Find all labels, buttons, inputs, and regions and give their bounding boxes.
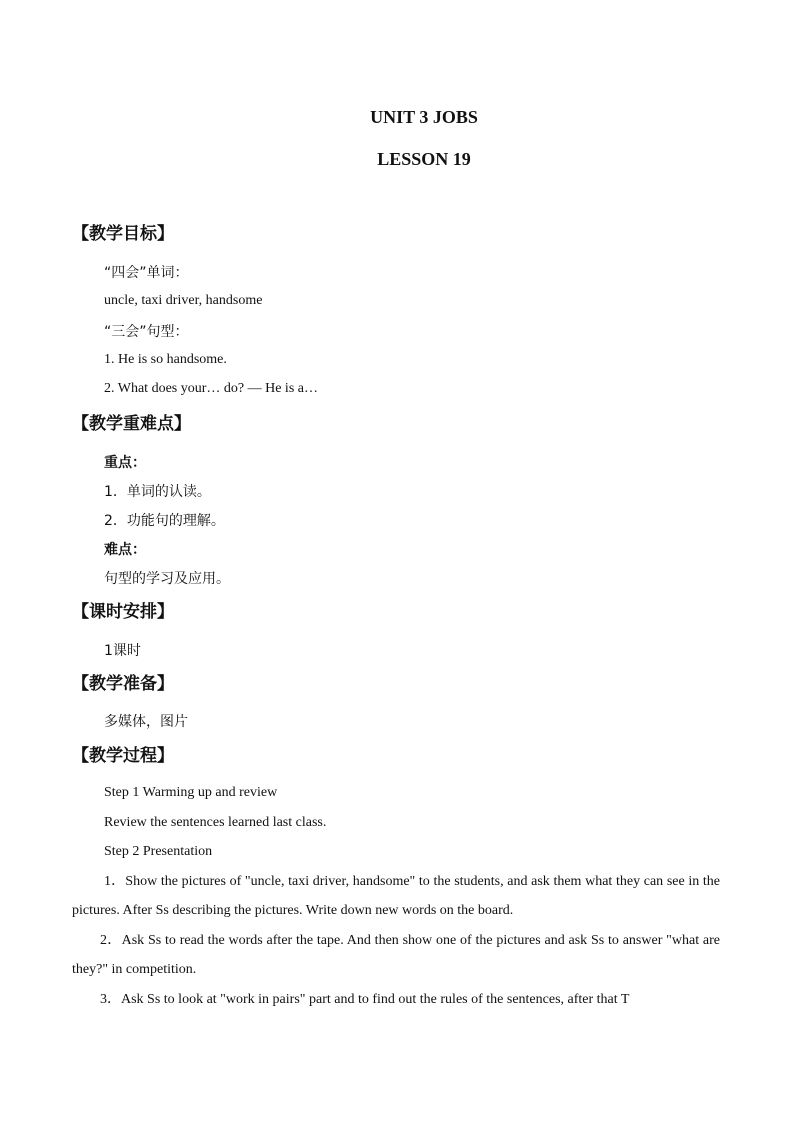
process-item-2: 2．Ask Ss to read the words after the tape. And then show one of the pictures and ask Ss to answer "what are they?" in competition. bbox=[72, 933, 720, 977]
heading-process: 【教学过程】 bbox=[72, 746, 174, 766]
key-point-1: 1．单词的认读。 bbox=[104, 484, 211, 500]
heading-key-points: 【教学重难点】 bbox=[72, 414, 191, 434]
four-skills-label: “四会”单词： bbox=[104, 265, 189, 281]
step-2-title: Step 2 Presentation bbox=[104, 844, 213, 859]
difficult-point-1: 句型的学习及应用。 bbox=[104, 571, 230, 587]
process-item-1: 1．Show the pictures of "uncle, taxi driver, handsome" to the students, and ask them what they can see in the pictures. After Ss describing the pictures. Write down new words on the board. bbox=[72, 874, 720, 918]
key-label: 重点： bbox=[104, 455, 146, 471]
three-skills-label: “三会”句型： bbox=[104, 324, 189, 340]
step-1-title: Step 1 Warming up and review bbox=[104, 785, 278, 800]
process-item-3: 3．Ask Ss to look at "work in pairs" part and to find out the rules of the sentences, after that T bbox=[100, 992, 630, 1007]
heading-preparation: 【教学准备】 bbox=[72, 674, 174, 694]
key-point-2: 2．功能句的理解。 bbox=[104, 513, 225, 529]
sentence-pattern-2: 2. What does your… do? — He is a… bbox=[104, 381, 318, 396]
step-1-text: Review the sentences learned last class. bbox=[104, 815, 327, 830]
lesson-title: LESSON 19 bbox=[377, 149, 471, 169]
vocabulary-words: uncle, taxi driver, handsome bbox=[104, 293, 263, 308]
schedule-value: 1课时 bbox=[104, 643, 141, 659]
unit-title: UNIT 3 JOBS bbox=[370, 107, 478, 127]
heading-schedule: 【课时安排】 bbox=[72, 602, 174, 622]
difficult-label: 难点： bbox=[104, 542, 146, 558]
heading-objectives: 【教学目标】 bbox=[72, 224, 174, 244]
sentence-pattern-1: 1. He is so handsome. bbox=[104, 352, 227, 367]
preparation-value: 多媒体，图片 bbox=[104, 714, 188, 730]
